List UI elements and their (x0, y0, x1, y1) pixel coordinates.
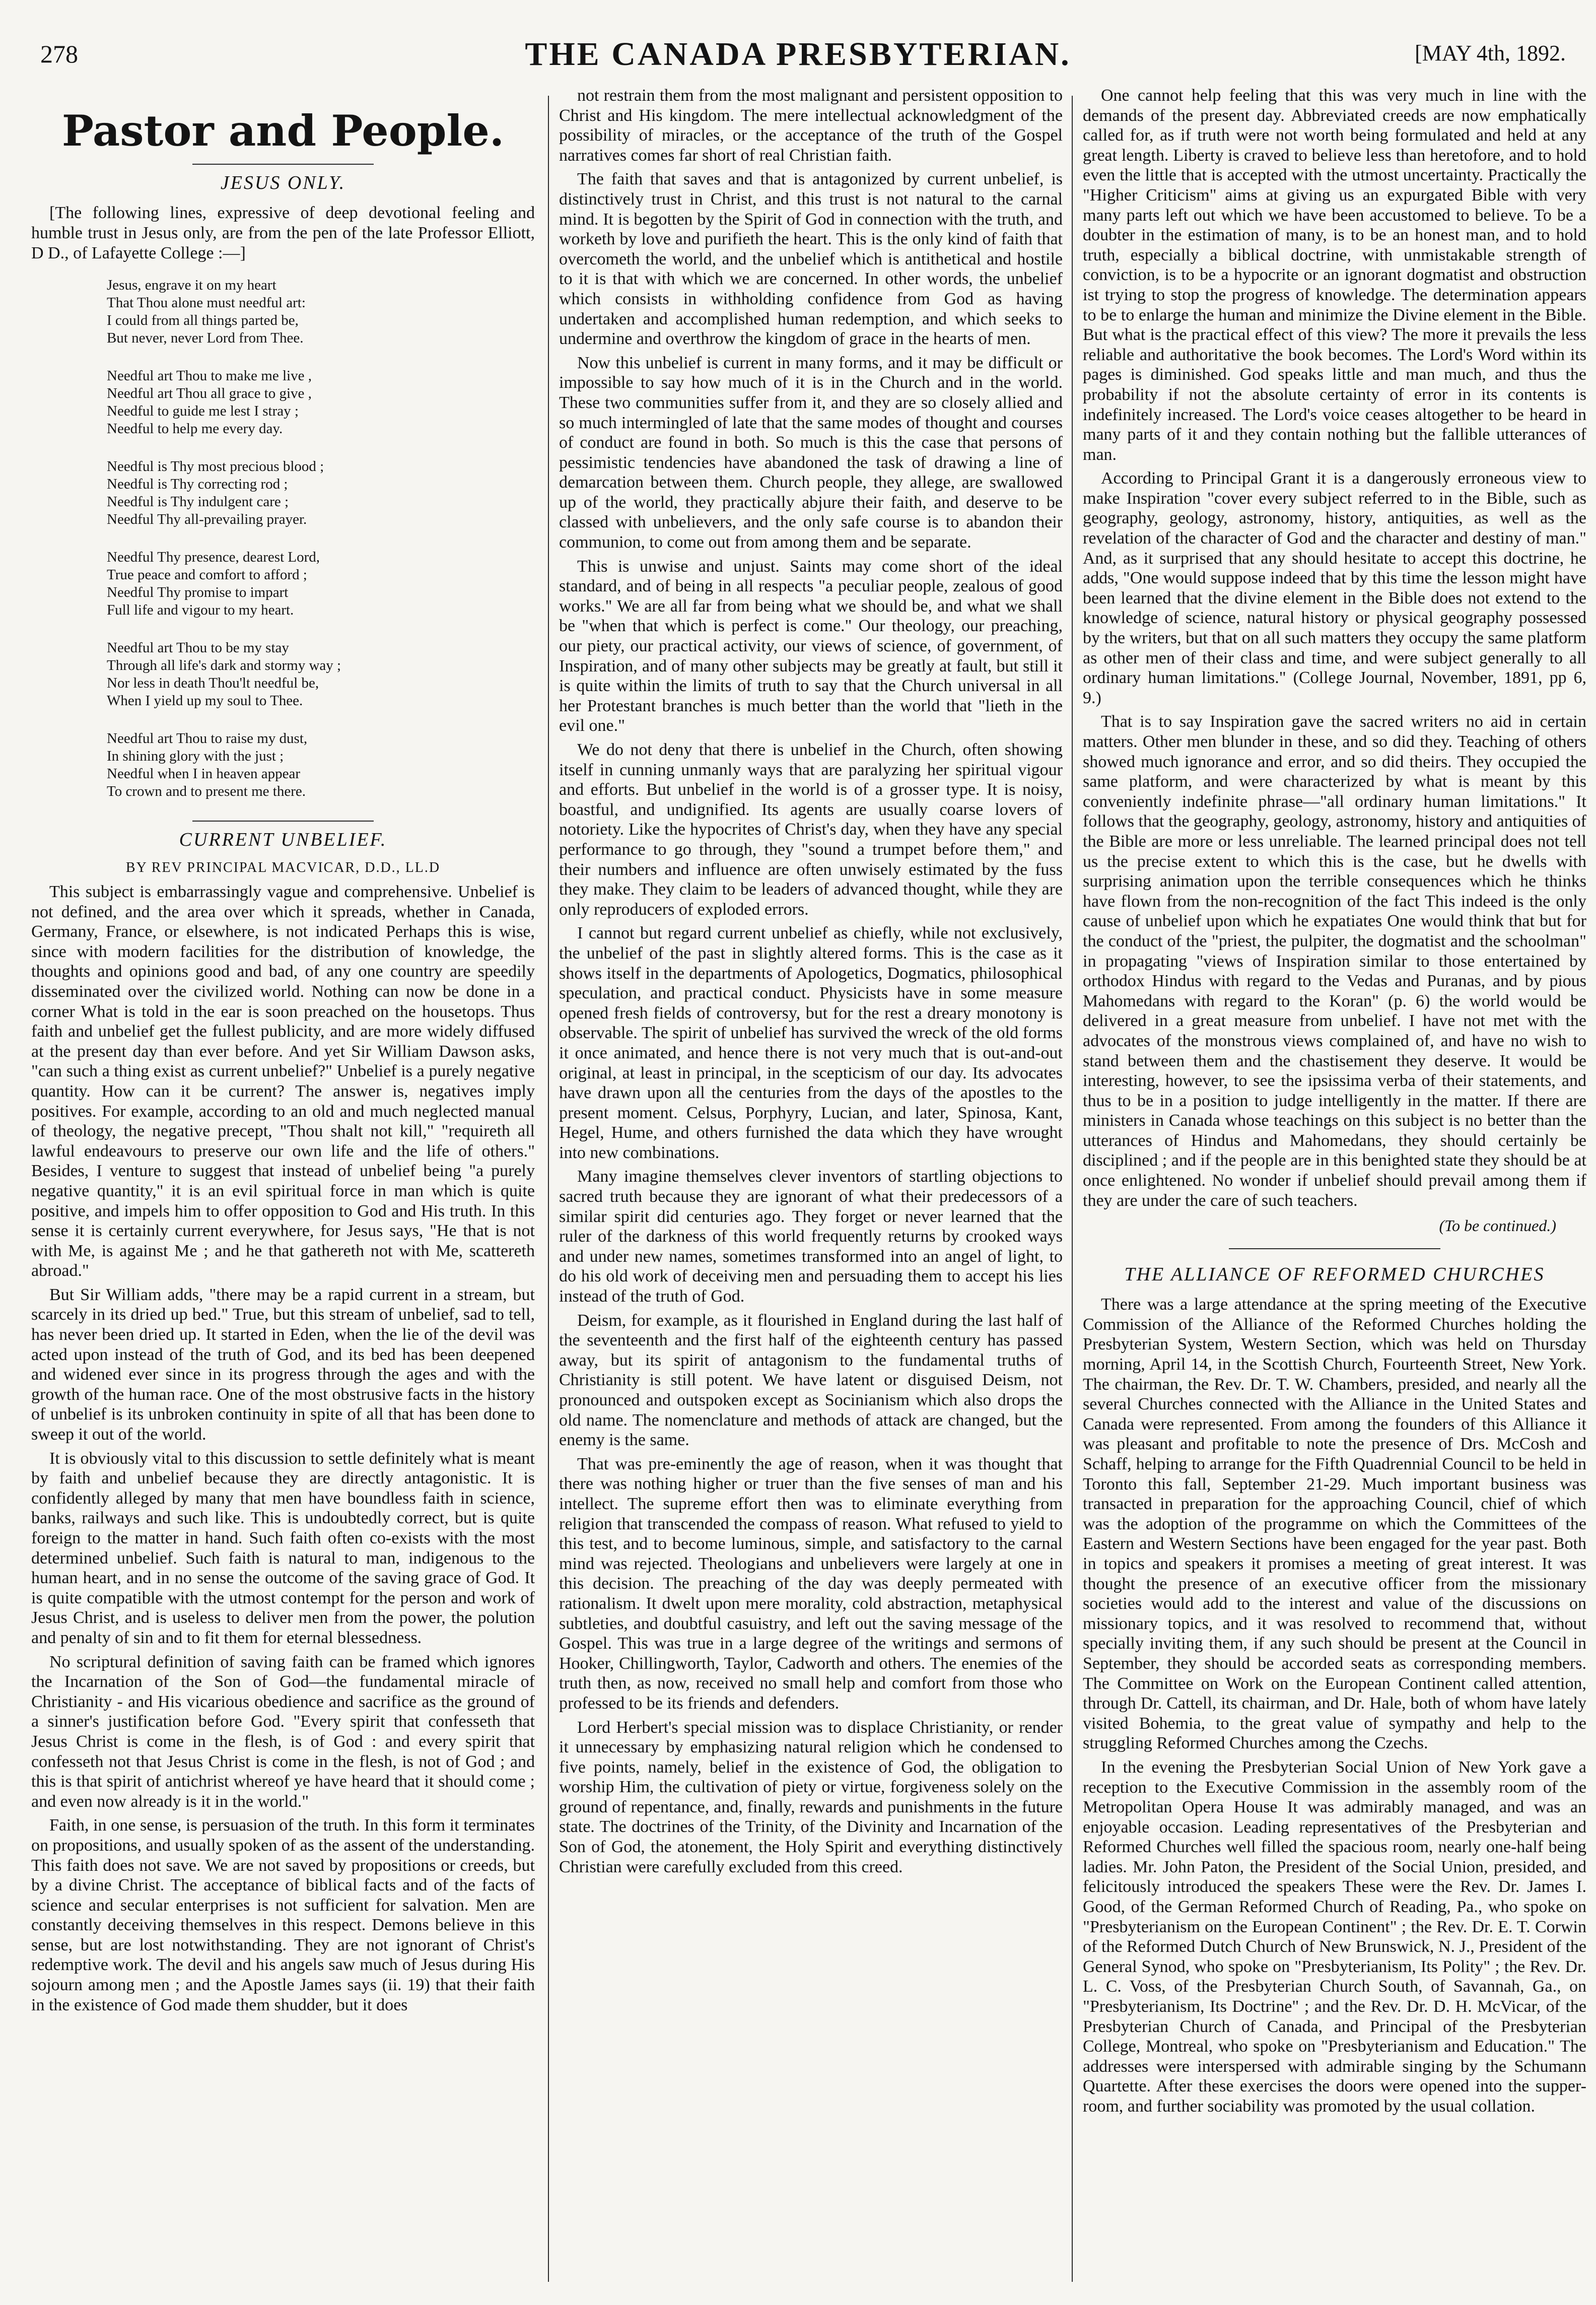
poem-line: Nor less in death Thou'lt needful be, (107, 675, 319, 691)
poem-line: Needful Thy all-prevailing prayer. (107, 511, 307, 527)
poem-line: Needful to guide me lest I stray ; (107, 403, 299, 419)
poem-stanza (107, 458, 535, 528)
poem-line: Needful art Thou all grace to give , (107, 385, 312, 401)
poem-line: Needful Thy promise to impart (107, 584, 289, 600)
article-paragraph: That was pre-eminently the age of reason, when it was thought that there was nothing higher or truer than the five senses of man and his intellect. The supreme effort then was to eliminate everything from religion that transcended the compass of reason. What refused to yield to this test, and to become luminous, simple, and satisfactory to the carnal mind was rejected. Theologians and unbelievers were largely at one in this decision. The preaching of the day was deeply permeated with rationalism. It dwelt upon mere morality, cold abstraction, metaphysical subtleties, and doubtful casuistry, and left out the saving message of the Gospel. This was true in a large degree of the writings and sermons of Hooker, Chillingworth, Taylor, Cadworth and others. The enemies of the truth then, as now, received no small help and comfort from those who professed to be its friends and defenders. (559, 1454, 1063, 1713)
article-paragraph: Deism, for example, as it flourished in England during the last half of the seventeenth and the first half of the eighteenth century has passed away, but its spirit of antagonism to the fundamental truths of Christianity is still potent. We have latent or disguised Deism, not pronounced and outspoken except as Socinianism which also drops the old name. The nomenclature and methods of attack are changed, but the enemy is the same. (559, 1311, 1063, 1450)
issue-date: [MAY 4th, 1892. (1415, 41, 1566, 65)
poem-stanzas (31, 277, 535, 800)
poem-title: JESUS ONLY. (220, 172, 346, 193)
poem-line: True peace and comfort to afford ; (107, 567, 307, 583)
poem-line: I could from all things parted be, (107, 312, 299, 328)
article-byline: BY REV PRINCIPAL MACVICAR, D.D., LL.D (125, 860, 441, 875)
poem-line: Needful to help me every day. (107, 421, 283, 437)
poem-stanza (107, 730, 535, 800)
poem-line: Needful art Thou to make me live , (107, 368, 312, 384)
article-body-col1 (31, 882, 535, 2015)
poem-line: Jesus, engrave it on my heart (107, 277, 276, 293)
poem-line: Needful is Thy indulgent care ; (107, 494, 289, 510)
alliance-title: THE ALLIANCE OF REFORMED CHURCHES (1124, 1264, 1545, 1285)
to-be-continued: (To be continued.) (1439, 1216, 1556, 1235)
column-divider (1072, 96, 1073, 2282)
poem-line: In shining glory with the just ; (107, 748, 284, 764)
poem-stanza (107, 639, 535, 710)
poem-line: That Thou alone must needful art: (107, 295, 306, 311)
article-paragraph: According to Principal Grant it is a dangerously erroneous view to make Inspiration "cover every subject referred to in the Bible, such as geography, geology, astronomy, history, antiquities, as well as the revelation of the character of God and the character and destiny of man." And, as it surprised that any should hesitate to accept this doctrine, he adds, "One would suppose indeed that by this time the lesson might have been learned that the divine element in the Bible does not extend to the knowledge of science, natural history or physical geography possessed by the writers, but that on all such matters they occupy the same platform as other men of their class and time, and were subject generally to all ordinary human limitations." (College Journal, November, 1891, pp 6, 9.) (1083, 469, 1586, 707)
section-rule (1229, 1248, 1440, 1249)
article-paragraph: One cannot help feeling that this was very much in line with the demands of the present day. Abbreviated creeds are now emphatically called for, as if truth were not worth being formulated and held at any great length. Liberty is craved to believe less than heretofore, and to hold even the little that is accepted with the utmost uncertainty. Practically the "Higher Criticism" aims at giving us an expurgated Bible with very many parts left out which we have been accustomed to believe. To be a doubter in the estimation of many, is to be an honest man, and to hold truth, especially a biblical doctrine, with unmistakable strength of conviction, is to be a hypocrite or an ignorant dogmatist and obstruction ist trying to stop the progress of knowledge. The determination appears to be to enlarge the human and minimize the Divine element in the Bible. But what is the practical effect of this view? The more it prevails the less reliable and authoritative the book becomes. The Lord's Word within its pages is diminished. God speaks little and man much, and thus the probability if not the absolute certainty of error in its contents is indefinitely increased. The Lord's voice ceases altogether to be heard in many parts of it and they contain nothing but the fallible utterances of man. (1083, 86, 1586, 464)
article-paragraph: Lord Herbert's special mission was to displace Christianity, or render it unnecessary by emphasizing natural religion which he condensed to five points, namely, belief in the existence of God, the obligation to worship Him, the cultivation of piety or virtue, forgiveness solely on the ground of repentance, and, finally, rewards and punishments in the future state. The doctrines of the Trinity, of the Divinity and Incarnation of the Son of God, the atonement, the Holy Spirit and everything distinctively Christian were carefully excluded from this creed. (559, 1718, 1063, 1876)
poem-stanza (107, 277, 535, 347)
newspaper-title: THE CANADA PRESBYTERIAN. (525, 36, 1071, 73)
department-title: Pastor and People. (61, 106, 505, 156)
alliance-body (1083, 1295, 1586, 2116)
article-title: CURRENT UNBELIEF. (179, 829, 387, 850)
column-1 (31, 86, 535, 2019)
column-3 (1083, 86, 1586, 2121)
page-header (0, 0, 1596, 76)
article-paragraph: This is unwise and unjust. Saints may come short of the ideal standard, and of being in all respects "a peculiar people, zealous of good works." We are all far from being what we should be, and what we shall be "when that which is perfect is come." Our theology, our preaching, our piety, our practical activity, our views of science, of government, of Inspiration, and of many other subjects may be greatly at fault, but still it is quite within the limits of truth to say that the Church universal in all her Protestant branches is much better than the world that "lieth in the evil one." (559, 557, 1063, 735)
poem-stanza (107, 549, 535, 619)
article-body-col3 (1083, 86, 1586, 1210)
article-paragraph: not restrain them from the most malignant and persistent opposition to Christ and His kingdom. The mere intellectual acknowledgment of the possibility of miracles, or the acceptance of the truth of the Gospel narratives comes far short of real Christian faith. (559, 86, 1063, 165)
article-paragraph: Now this unbelief is current in many forms, and it may be difficult or impossible to say how much of it is in the Church and in the world. These two communities suffer from it, and they are so closely allied and so much intermingled of late that the same modes of thought and courses of conduct are found in both. So much is this the case that persons of pessimistic tendencies have abandoned the task of drawing a line of demarcation between them. Church people, they allege, are swallowed up of the world, they practically abjure their faith, and deserve to be classed with unbelievers, and the only safe course is to abandon their communion, to come out from among them and be separate. (559, 353, 1063, 552)
poem-line: To crown and to present me there. (107, 783, 306, 799)
alliance-paragraph: In the evening the Presbyterian Social Union of New York gave a reception to the Executive Commission in the assembly room of the Metropolitan Opera House It was admirably managed, and was an enjoyable occasion. Leading representatives of the Presbyterian and Reformed Churches well filled the spacious room, nearly one-half being ladies. Mr. John Paton, the President of the Social Union, presided, and felicitously introduced the speakers These were the Rev. Dr. James I. Good, of the German Reformed Church of Reading, Pa., who spoke on "Presbyterianism on the European Continent" ; the Rev. Dr. E. T. Corwin of the Reformed Dutch Church of New Brunswick, N. J., President of the General Synod, who spoke on "Presbyterianism, Its Polity" ; the Rev. Dr. L. C. Voss, of the Presbyterian Church South, of Savannah, Ga., on "Presbyterianism, Its Doctrine" ; and the Rev. Dr. D. H. McVicar, of the Presbyterian Church of Canada, and Principal of the Presbyterian College, Montreal, who spoke on "Presbyterianism and Education." The addresses were interspersed with admirable singing by the Schumann Quartette. After these exercises the doors were opened into the supper-room, and further sociability was promoted by the usual collation. (1083, 1757, 1586, 2116)
poem-stanza (107, 367, 535, 438)
alliance-paragraph: There was a large attendance at the spring meeting of the Executive Commission of the Alliance of the Reformed Churches holding the Presbyterian System, Western Section, which was held on Thursday morning, April 14, in the Scottish Church, Fourteenth Street, New York. The chairman, the Rev. Dr. T. W. Chambers, presided, and nearly all the several Churches connected with the Alliance in the United States and Canada were represented. From among the founders of this Alliance it was pleasant and profitable to note the presence of Drs. McCosh and Schaff, helping to arrange for the Fifth Quadrennial Council to be held in Toronto this fall, September 21-29. Much important business was transacted in preparation for the approaching Council, chief of which was the adoption of the programme on which the Committees of the Eastern and Western Sections have been engaged for the year past. Both in topics and speakers it promises a meeting of great interest. It was thought the presence of an executive officer from the missionary societies would add to the interest and value of the discussions on missionary topics, and it was resolved to recommend that, without specially inviting them, if any such should be present at the Council in September, they should be accorded seats as corresponding members. The Committee on Work on the European Continent called attention, through Dr. Cattell, its chairman, and Dr. Hale, both of whom have lately visited Bohemia, to the great value of sympathy and help to the struggling Reformed Churches among the Czechs. (1083, 1295, 1586, 1753)
poem-line: Needful is Thy most precious blood ; (107, 458, 324, 474)
title-rule (192, 164, 374, 165)
article-paragraph: I cannot but regard current unbelief as chiefly, while not exclusively, the unbelief of the past in slightly altered forms. This is the case as it shows itself in the departments of Apologetics, Dogmatics, philosophical speculation, and practical conduct. Physicists have in some measure opened fresh fields of controversy, but for the rest a dreary monotony is observable. The spirit of unbelief has survived the wreck of the old forms it once animated, and hence there is not very much that is out-and-out original, at least in principal, in the scepticism of our day. Its advocates have drawn upon all the centuries from the days of the apostles to the present moment. Celsus, Porphyry, Lucian, and later, Spinosa, Kant, Hegel, Hume, and others furnished the data which they have wrought into new combinations. (559, 924, 1063, 1162)
poem-line: Needful Thy presence, dearest Lord, (107, 549, 320, 565)
poem-line: Through all life's dark and stormy way ; (107, 657, 341, 673)
article-body-col2 (559, 86, 1063, 1877)
section-rule (192, 821, 374, 822)
article-paragraph: We do not deny that there is unbelief in the Church, often showing itself in cunning unmanly ways that are paralyzing her spiritual vigour and efforts. But unbelief in the world is of a grosser type. It is noisy, boastful, and undignified. Its agents are usually coarse lovers of notoriety. Like the hypocrites of Christ's day, when they have any special performance to go through, they "sound a trumpet before them," and their numbers and influence are often unwisely estimated by the fuss they make. They claim to be leaders of advanced thought, while they are only reproducers of exploded errors. (559, 740, 1063, 919)
poem-line: Needful when I in heaven appear (107, 766, 301, 782)
poem-intro: [The following lines, expressive of deep devotional feeling and humble trust in Jesus only, are from the pen of the late Professor Elliott, D D., of Lafayette College :—] (31, 204, 535, 262)
article-paragraph: No scriptural definition of saving faith can be framed which ignores the Incarnation of the Son of God—the fundamental miracle of Christianity - and His vicarious obedience and sacrifice as the ground of a sinner's justification before God. "Every spirit that confesseth that Jesus Christ is come in the flesh, is of God : and every spirit that confesseth not that Jesus Christ is come in the flesh, is not of God ; and this is that spirit of antichrist whereof ye have heard that it should come ; and even now already is it in the world." (31, 1652, 535, 1811)
poem-line: But never, never Lord from Thee. (107, 330, 304, 346)
poem-line: Needful art Thou to raise my dust, (107, 730, 308, 747)
article-paragraph: The faith that saves and that is antagonized by current unbelief, is distinctively trust in Christ, and this trust is not natural to the carnal mind. It is begotten by the Spirit of God in connection with the truth, and worketh by love and purifieth the heart. This is the only kind of faith that overcometh the world, and the unbelief which is antithetical and hostile to it is that with which we are concerned. In other words, the unbelief which consists in withholding confidence from God as having undertaken and accomplished human redemption, and which seeks to undermine and overthrow the kingdom of grace in the hearts of men. (559, 170, 1063, 349)
article-paragraph: This subject is embarrassingly vague and comprehensive. Unbelief is not defined, and the area over which it spreads, whether in Canada, Germany, France, or elsewhere, is not indicated Perhaps this is wise, since with modern facilities for the distribution of knowledge, the thoughts and opinions good and bad, of any one country are speedily disseminated over the civilized world. Nothing can now be done in a corner What is told in the ear is soon preached on the housetops. Thus faith and unbelief get the fullest publicity, and are more widely diffused at the present day than ever before. And yet Sir William Dawson asks, "can such a thing exist as current unbelief?" Unbelief is a purely negative quantity. How can it be current? The answer is, negatives imply positives. For example, according to an old and much neglected manual of theology, the negative precept, "Thou shalt not kill," "requireth all lawful endeavours to preserve our own life and the life of others." Besides, I venture to suggest that instead of unbelief being "a purely negative quantity," it is an evil spiritual force in man which is quite positive, and impels him to offer opposition to God and His truth. In this sense it is certainly current everywhere, for Jesus says, "He that is not with Me, is against Me ; and he that gathereth not with Me, scattereth abroad." (31, 883, 535, 1280)
column-divider (548, 96, 549, 2282)
article-paragraph: It is obviously vital to this discussion to settle definitely what is meant by faith and unbelief because they are directly antagonistic. It is confidently alleged by many that men have boundless faith in science, banks, railways and such like. This is undoubtedly correct, but is quite foreign to the matter in hand. Such faith often co-exists with the most determined unbelief. Such faith is natural to man, indigenous to the human heart, and in no sense the outcome of the saving grace of God. It is quite compatible with the utmost contempt for the person and work of Jesus Christ, and is useless to deliver men from the power, the polution and penalty of sin and to fit them for eternal blessedness. (31, 1449, 535, 1647)
poem-line: When I yield up my soul to Thee. (107, 693, 303, 709)
poem-line: Full life and vigour to my heart. (107, 602, 294, 618)
page-number: 278 (40, 40, 78, 68)
article-paragraph: But Sir William adds, "there may be a rapid current in a stream, but scarcely in its dried up bed." True, but this stream of unbelief, sad to tell, has never been dried up. It started in Eden, when the lie of the devil was acted upon instead of the truth of God, and its bed has been deepened and widened ever since in its progress through the ages and with the growth of the human race. One of the most obstrusive facts in the history of unbelief is its unbroken continuity in spite of all that has been done to sweep it out of the world. (31, 1285, 535, 1444)
poem-line: Needful art Thou to be my stay (107, 640, 289, 656)
column-2 (559, 86, 1063, 1881)
article-paragraph: That is to say Inspiration gave the sacred writers no aid in certain matters. Other men blunder in these, and so did they. Teaching of others showed much ignorance and error, and so did theirs. They occupied the same platform, and were characterized by what is meant by this conveniently indefinite phrase—"all ordinary human limitations." It follows that the geography, geology, astronomy, history and antiquities of the Bible are more or less unreliable. The learned principal does not tell us the precise extent to which this is the case, but he dwells with surprising animation upon the terrible consequences which he thinks have flown from the non-recognition of the fact This indeed is the only cause of unbelief upon which he expatiates One would think that but for the conduct of the "priest, the pulpiter, the dogmatist and the schoolman" in propagating "views of Inspiration similar to those entertained by orthodox Hindus with regard to the Vedas and Puranas, and by pious Mahomedans with regard to the Koran" (p. 6) the world would be delivered in a great measure from unbelief. I have not met with the advocates of the monstrous views complained of, and have no wish to stand between them and the chastisement they deserve. It would be interesting, however, to see the ipsissima verba of their statements, and thus to be in a position to judge intelligently in the matter. If there are ministers in Canada whose teachings on this subject is no better than the utterances of Hindus and Mahomedans, they should certainly be disciplined ; and if the people are in this benighted state they should be at once enlightened. No wonder if unbelief should prevail among them if they are under the care of such teachers. (1083, 712, 1586, 1210)
poem-line: Needful is Thy correcting rod ; (107, 476, 288, 492)
article-paragraph: Many imagine themselves clever inventors of startling objections to sacred truth because they are ignorant of what their predecessors of a similar spirit did centuries ago. They forget or never learned that the ruler of the darkness of this world frequently returns by crooked ways and under new names, sometimes transformed into an angel of light, to do his old work of deceiving men and persuading them to accept his lies instead of the truth of God. (559, 1167, 1063, 1306)
article-paragraph: Faith, in one sense, is persuasion of the truth. In this form it terminates on propositions, and usually spoken of as the assent of the understanding. This faith does not save. We are not saved by propositions or creeds, but by a divine Christ. The acceptance of biblical facts and of the facts of science and secular enterprises is not sufficient for salvation. Men are constantly deceiving themselves in this respect. Demons believe in this sense, but are lost notwithstanding. They are not ignorant of Christ's redemptive work. The devil and his angels saw much of Jesus during His sojourn among men ; and the Apostle James says (ii. 19) that their faith in the existence of God made them shudder, but it does (31, 1816, 535, 2014)
